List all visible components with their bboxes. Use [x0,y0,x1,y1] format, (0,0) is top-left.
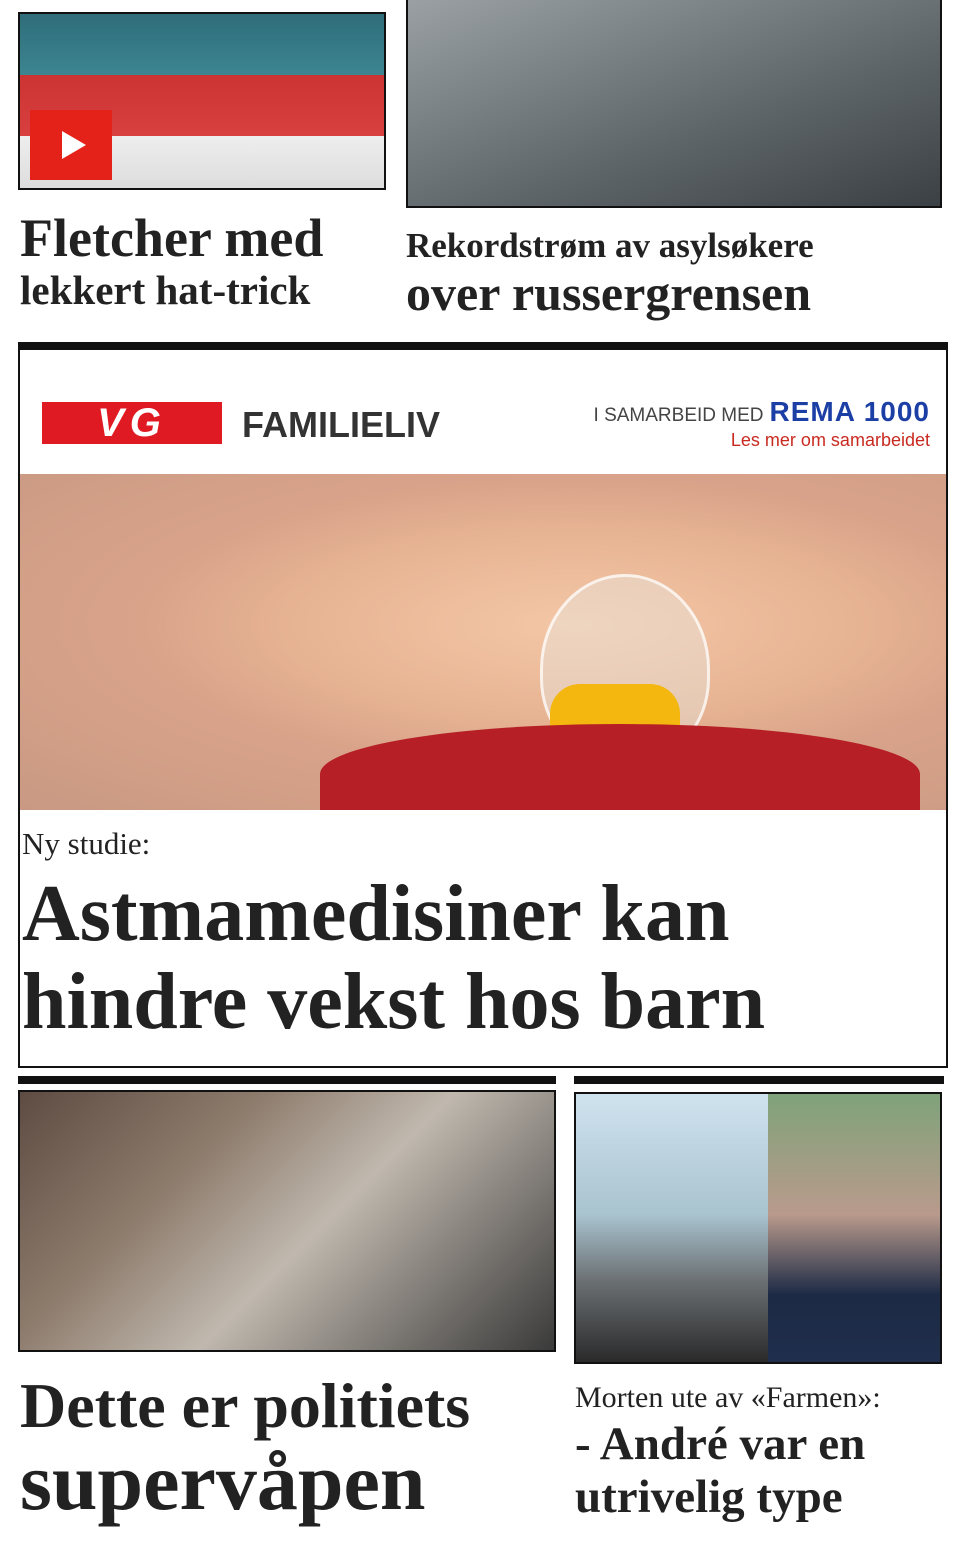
police-headline-line1: Dette er politiets [20,1370,471,1441]
farmen-photo-andre[interactable] [768,1092,942,1364]
asylum-headline-line1: Rekordstrøm av asylsøkere [406,226,814,265]
police-photo[interactable] [18,1090,556,1352]
fletcher-headline-line1: Fletcher med [20,208,324,268]
asthma-headline[interactable] [22,872,765,1044]
asthma-photo[interactable] [20,474,946,810]
asthma-headline-line2: hindre vekst hos barn [22,958,766,1046]
section-divider [18,342,948,350]
partner-logo: REMA 1000 [769,396,930,427]
asylum-photo[interactable] [406,0,942,208]
vg-logo[interactable]: VG [42,402,222,444]
police-headline-line2: supervåpen [20,1436,426,1528]
asthma-headline-line1: Astmamedisiner kan [22,870,730,958]
police-divider [18,1076,556,1084]
collab-label: I SAMARBEID MED [593,405,764,426]
farmen-kicker: Morten ute av «Farmen»: [575,1381,881,1414]
fletcher-video-thumbnail[interactable] [18,12,386,190]
fletcher-headline-line2: lekkert hat-trick [20,266,311,313]
fletcher-headline[interactable] [20,210,323,312]
shirt [320,724,920,810]
collaboration-line [594,396,930,428]
asylum-headline[interactable] [406,228,814,319]
collaboration-link[interactable]: Les mer om samarbeidet [730,430,930,450]
play-icon[interactable] [30,110,112,180]
farmen-headline[interactable] [575,1420,865,1523]
sponsor-header [20,378,946,472]
section-name: FAMILIELIV [242,404,440,445]
collaboration-info [594,396,930,451]
farmen-divider [574,1076,944,1084]
farmen-headline-line2: utrivelig type [575,1471,843,1524]
farmen-photo-morten[interactable] [574,1092,770,1364]
police-headline[interactable] [20,1370,471,1528]
asylum-headline-line2: over russergrensen [406,264,812,321]
asthma-kicker: Ny studie: [22,826,151,861]
farmen-headline-line1: - André var en [575,1418,866,1470]
